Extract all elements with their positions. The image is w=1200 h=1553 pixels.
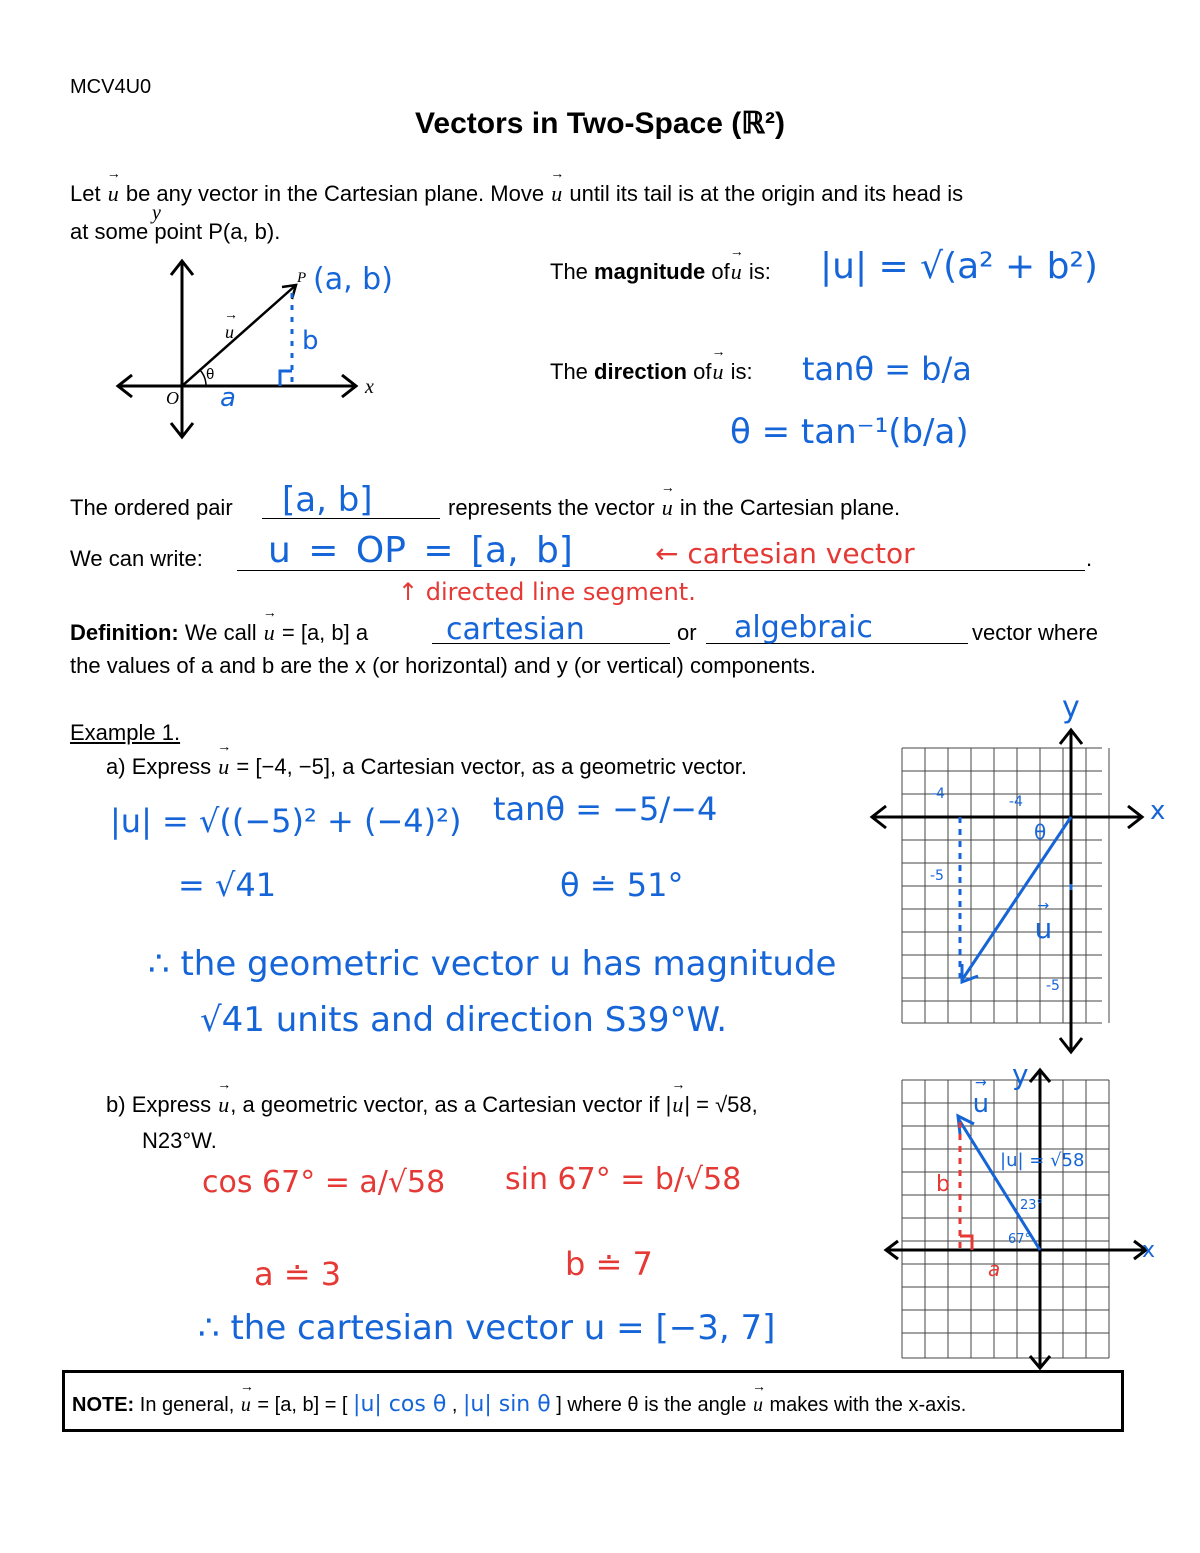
definition-line-1: Definition: We call → u = [a, b] a bbox=[70, 620, 368, 646]
ordered-pair-pre: The ordered pair bbox=[70, 495, 233, 520]
hw-cos-equation: cos 67° = a/√58 bbox=[202, 1165, 446, 1200]
hw-b-label: b bbox=[302, 326, 319, 356]
graph1-x-label: x bbox=[1150, 796, 1166, 826]
hw-point-ab: (a, b) bbox=[313, 262, 393, 297]
hw-magnitude-calc: |u| = √((−5)² + (−4)²) bbox=[110, 802, 462, 840]
hw-magnitude-formula: |u| = √(a² + b²) bbox=[820, 246, 1098, 287]
hw-note-sin: |u| sin θ bbox=[462, 1392, 551, 1417]
graph2-23-degrees: 23° bbox=[1020, 1198, 1044, 1213]
graph2-67-degrees: 67° bbox=[1008, 1232, 1032, 1247]
point-p-label: P bbox=[297, 270, 307, 286]
graph2-u-label: → u bbox=[972, 1089, 990, 1119]
x-axis-label: x bbox=[365, 376, 374, 398]
vector-u: → u bbox=[107, 181, 120, 207]
definition-or: or bbox=[677, 620, 697, 645]
hw-ordered-pair: [a, b] bbox=[282, 480, 373, 520]
origin-label: O bbox=[166, 388, 179, 408]
hw-direction-tan: tanθ = b/a bbox=[802, 350, 972, 388]
graph1-neg5-b: -5 bbox=[1046, 978, 1060, 994]
graph1-neg4-b: -4 bbox=[1009, 794, 1023, 810]
vector-u: → u bbox=[550, 181, 563, 207]
y-axis-label: y bbox=[152, 202, 161, 224]
hw-note-cos: |u| cos θ bbox=[353, 1392, 447, 1417]
intro-line-2: at some point P(a, b). bbox=[70, 219, 281, 244]
definition-vector-where: vector where bbox=[972, 620, 1098, 645]
hw-sin-equation: sin 67° = b/√58 bbox=[505, 1162, 742, 1197]
hw-direction-theta: θ = tan⁻¹(b/a) bbox=[730, 412, 969, 452]
definition-line-2: the values of a and b are the x (or horizontal) and y (or vertical) components. bbox=[70, 653, 816, 678]
graph1-neg4-a: -4 bbox=[931, 786, 945, 802]
graph-example-b bbox=[880, 1060, 1140, 1380]
hw-a-label: a bbox=[220, 383, 236, 413]
vector-u-label: → u bbox=[224, 322, 235, 343]
hw-cartesian-vector-note: ← cartesian vector bbox=[655, 537, 915, 570]
theta-label: θ bbox=[206, 366, 215, 383]
hw-directed-line-note: ↑ directed line segment. bbox=[398, 578, 696, 606]
hw-conclusion-line-2: √41 units and direction S39°W. bbox=[200, 1000, 728, 1040]
we-can-write-end: . bbox=[1086, 546, 1093, 571]
page-title: Vectors in Two-Space (ℝ²) bbox=[415, 107, 785, 140]
graph2-y-label: y bbox=[1012, 1058, 1029, 1091]
ordered-pair-post: represents the vector → u in the Cartesian plane. bbox=[448, 495, 900, 521]
graph-example-a bbox=[862, 700, 1102, 1040]
graph1-neg5-a: -5 bbox=[930, 868, 944, 884]
magnitude-line: The magnitude of→ u is: bbox=[550, 259, 771, 285]
note-line: NOTE: In general, → u = [a, b] = [ |u| cos θ , |u| sin θ ] where θ is the angle → u makes with the x-axis. bbox=[72, 1392, 966, 1417]
course-code: MCV4U0 bbox=[70, 76, 152, 98]
example-a-prompt: a) Express → u = [−4, −5], a Cartesian vector, as a geometric vector. bbox=[106, 754, 747, 780]
example-heading: Example 1. bbox=[70, 720, 181, 745]
hw-cartesian: cartesian bbox=[446, 612, 585, 647]
graph1-theta: θ bbox=[1034, 820, 1047, 844]
hw-cartesian-conclusion: ∴ the cartesian vector u = [−3, 7] bbox=[198, 1308, 776, 1348]
direction-line: The direction of→ u is: bbox=[550, 359, 753, 385]
intro-line-1: Let → u be any vector in the Cartesian plane. Move → u until its tail is at the origin and its head is bbox=[70, 181, 963, 207]
hw-tan-calc: tanθ = −5/−4 bbox=[493, 790, 718, 828]
hw-vector-equation: u = OP = [a, b] bbox=[268, 530, 573, 571]
graph2-b-label: b bbox=[936, 1172, 950, 1197]
example-b-prompt-line-2: N23°W. bbox=[142, 1128, 217, 1153]
graph1-y-label: y bbox=[1062, 690, 1080, 725]
graph1-u-label: → u bbox=[1033, 912, 1053, 945]
graph2-magnitude-label: |u| = √58 bbox=[1000, 1150, 1085, 1171]
graph2-a-label: a bbox=[988, 1257, 1001, 1281]
we-can-write-label: We can write: bbox=[70, 546, 203, 571]
hw-theta-result: θ ≐ 51° bbox=[560, 866, 684, 904]
graph2-x-label: x bbox=[1142, 1238, 1156, 1263]
hw-conclusion-line-1: ∴ the geometric vector u has magnitude bbox=[148, 944, 837, 984]
hw-magnitude-result: = √41 bbox=[178, 866, 277, 904]
hw-algebraic: algebraic bbox=[734, 610, 873, 645]
hw-b-result: b ≐ 7 bbox=[565, 1245, 653, 1283]
hw-a-result: a ≐ 3 bbox=[254, 1255, 342, 1293]
example-b-prompt-line-1: b) Express → u, a geometric vector, as a Cartesian vector if |→ u| = √58, bbox=[106, 1092, 758, 1118]
